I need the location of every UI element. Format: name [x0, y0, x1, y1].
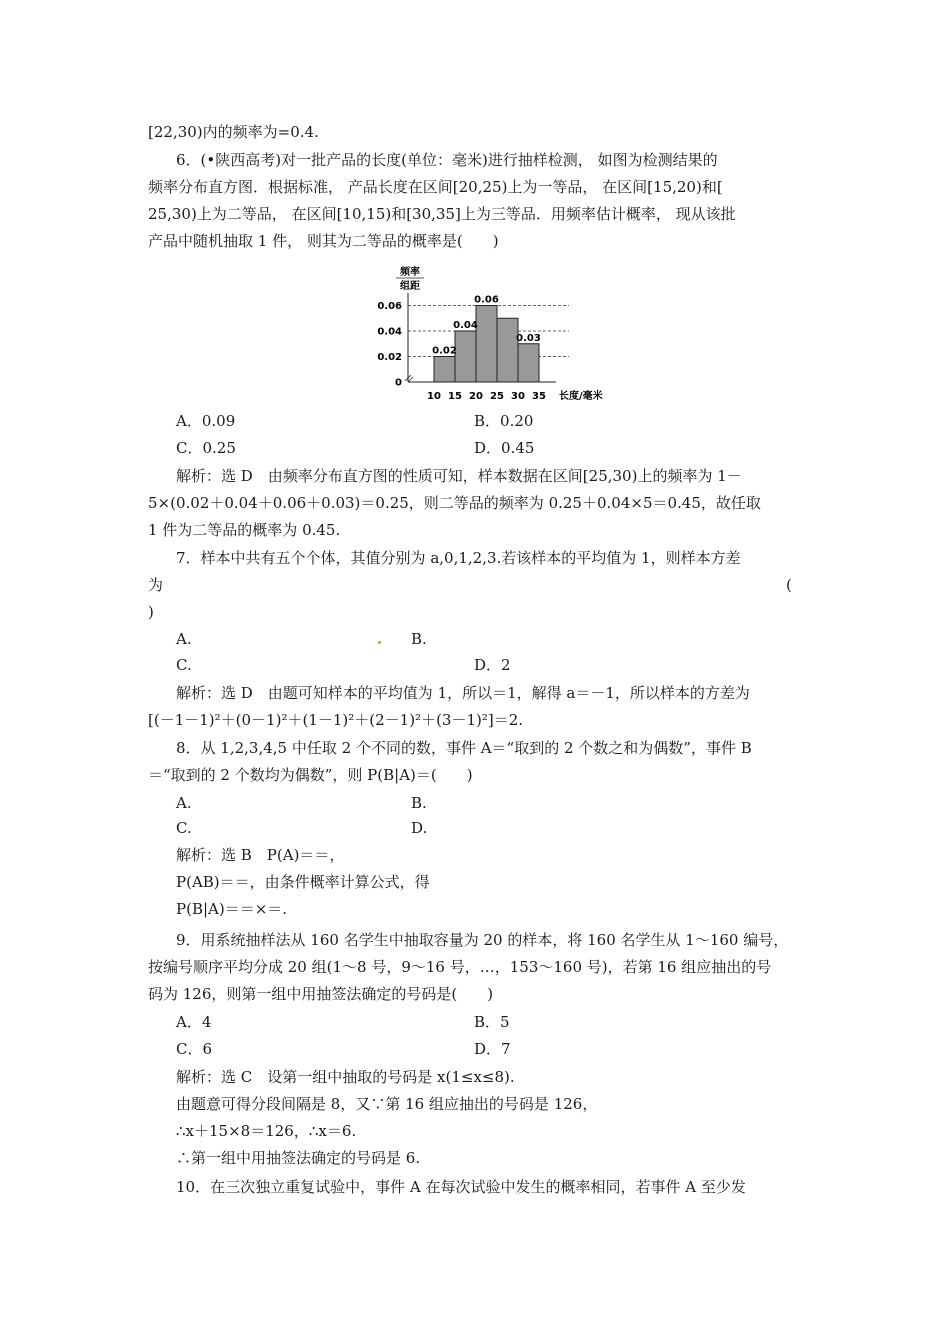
y-axis-label-bottom: 组距	[400, 281, 420, 292]
stray-mark	[378, 641, 381, 644]
question-8-stem: ＝“取到的 2 个数均为偶数”，则 P(B|A)＝( )	[148, 766, 473, 784]
solution-9: 解析：选 C 设第一组中抽取的号码是 x(1≤x≤8).	[176, 1068, 515, 1086]
answer-paren-open: (	[786, 576, 792, 594]
question-8-stem: 8．从 1,2,3,4,5 中任取 2 个不同的数，事件 A＝“取到的 2 个数之和为偶数”，事件 B	[176, 739, 752, 757]
histogram-bar	[497, 318, 518, 382]
question-9-stem: 按编号顺序平均分成 20 组(1～8 号，9～16 号，…，153～160 号)，若第 16 组应抽出的号	[148, 958, 772, 976]
y-axis-label-top: 频率	[400, 267, 420, 278]
option-b: B．0.20	[474, 412, 534, 430]
solution-9: ∴第一组中用抽签法确定的号码是 6.	[176, 1149, 421, 1167]
x-tick-label: 25	[490, 391, 504, 402]
y-tick-label: 0	[395, 377, 402, 389]
solution-8: 解析：选 B P(A)＝＝，	[176, 846, 345, 864]
histogram-bar	[476, 306, 497, 383]
text-line: [22,30)内的频率为=0.4.	[148, 123, 319, 141]
y-tick-labels	[377, 301, 402, 389]
option-d: D．2	[474, 656, 511, 674]
histogram-bars	[434, 306, 539, 383]
histogram-bar	[518, 344, 539, 382]
x-tick-label: 20	[469, 391, 483, 402]
solution-9: 由题意可得分段间隔是 8，又∵第 16 组应抽出的号码是 126，	[176, 1095, 598, 1113]
y-tick-label: 0.06	[377, 301, 402, 312]
answer-paren-close: )	[148, 603, 154, 621]
question-6-stem: 产品中随机抽取 1 件， 则其为二等品的概率是( )	[148, 232, 499, 250]
solution-6: 解析：选 D 由频率分布直方图的性质可知，样本数据在区间[25,30)上的频率为 1－	[176, 467, 742, 485]
axis-break-mark	[405, 375, 413, 382]
option-c: C．6	[176, 1040, 213, 1058]
bar-data-label: 0.06	[474, 294, 499, 306]
frequency-histogram	[360, 265, 622, 403]
solution-6: 1 件为二等品的概率为 0.45.	[148, 521, 341, 539]
option-b: B．5	[474, 1013, 510, 1031]
option-a: A.	[176, 794, 192, 812]
option-d: D．0.45	[474, 439, 535, 457]
x-tick-label: 35	[532, 391, 546, 402]
solution-7: 解析：选 D 由题可知样本的平均值为 1，所以＝1，解得 a＝－1，所以样本的方差为	[176, 684, 750, 702]
bar-data-label: 0.02	[432, 345, 457, 357]
question-6-stem: 频率分布直方图．根据标准， 产品长度在区间[20,25)上为一等品， 在区间[15,20)和[	[148, 178, 723, 196]
question-7-stem: 7．样本中共有五个个体，其值分别为 a,0,1,2,3.若该样本的平均值为 1，则样本方差	[176, 549, 741, 567]
question-9-stem: 9．用系统抽样法从 160 名学生中抽取容量为 20 的样本，将 160 名学生从 1～160 编号，	[176, 931, 789, 949]
option-b: B.	[411, 630, 427, 648]
x-axis-label: 长度/毫米	[559, 391, 603, 402]
x-tick-labels	[427, 391, 546, 402]
solution-8: P(AB)＝＝，由条件概率计算公式，得	[176, 873, 430, 891]
y-tick-label: 0.04	[377, 326, 402, 338]
question-9-stem: 码为 126，则第一组中用抽签法确定的号码是( )	[148, 985, 494, 1003]
histogram-bar	[455, 331, 476, 382]
option-a: A．4	[176, 1013, 212, 1031]
option-a: A.	[176, 630, 192, 648]
bar-data-label: 0.04	[453, 320, 478, 331]
y-axis-label	[396, 265, 424, 292]
option-c: C．0.25	[176, 439, 236, 457]
option-b: B.	[411, 794, 427, 812]
option-d: D．7	[474, 1040, 511, 1058]
x-tick-label: 30	[511, 391, 525, 402]
solution-8: P(B|A)＝＝×＝.	[176, 900, 288, 918]
solution-9: ∴x＋15×8＝126，∴x＝6.	[176, 1122, 357, 1140]
histogram-bar	[434, 357, 455, 383]
question-7-stem: 为	[148, 576, 164, 594]
y-tick-label: 0.02	[377, 352, 402, 363]
question-10-stem: 10．在三次独立重复试验中，事件 A 在每次试验中发生的概率相同，若事件 A 至少发	[176, 1178, 746, 1196]
solution-6: 5×(0.02＋0.04＋0.06＋0.03)＝0.25，则二等品的频率为 0.25＋0.04×5＝0.45，故任取	[148, 494, 761, 512]
option-c: C.	[176, 656, 192, 674]
option-d: D.	[411, 819, 428, 837]
question-6-stem: 6．(•陕西高考)对一批产品的长度(单位：毫米)进行抽样检测， 如图为检测结果的	[176, 151, 718, 169]
x-tick-label: 10	[427, 391, 441, 402]
question-6-stem: 25,30)上为二等品， 在区间[10,15)和[30,35]上为三等品．用频率估计概率， 现从该批	[148, 205, 736, 223]
option-a: A．0.09	[176, 412, 236, 430]
bar-data-label: 0.03	[516, 332, 541, 344]
solution-7: [(－1－1)²＋(0－1)²＋(1－1)²＋(2－1)²＋(3－1)²]＝2.	[148, 711, 524, 729]
option-c: C.	[176, 819, 192, 837]
x-tick-label: 15	[448, 391, 462, 402]
